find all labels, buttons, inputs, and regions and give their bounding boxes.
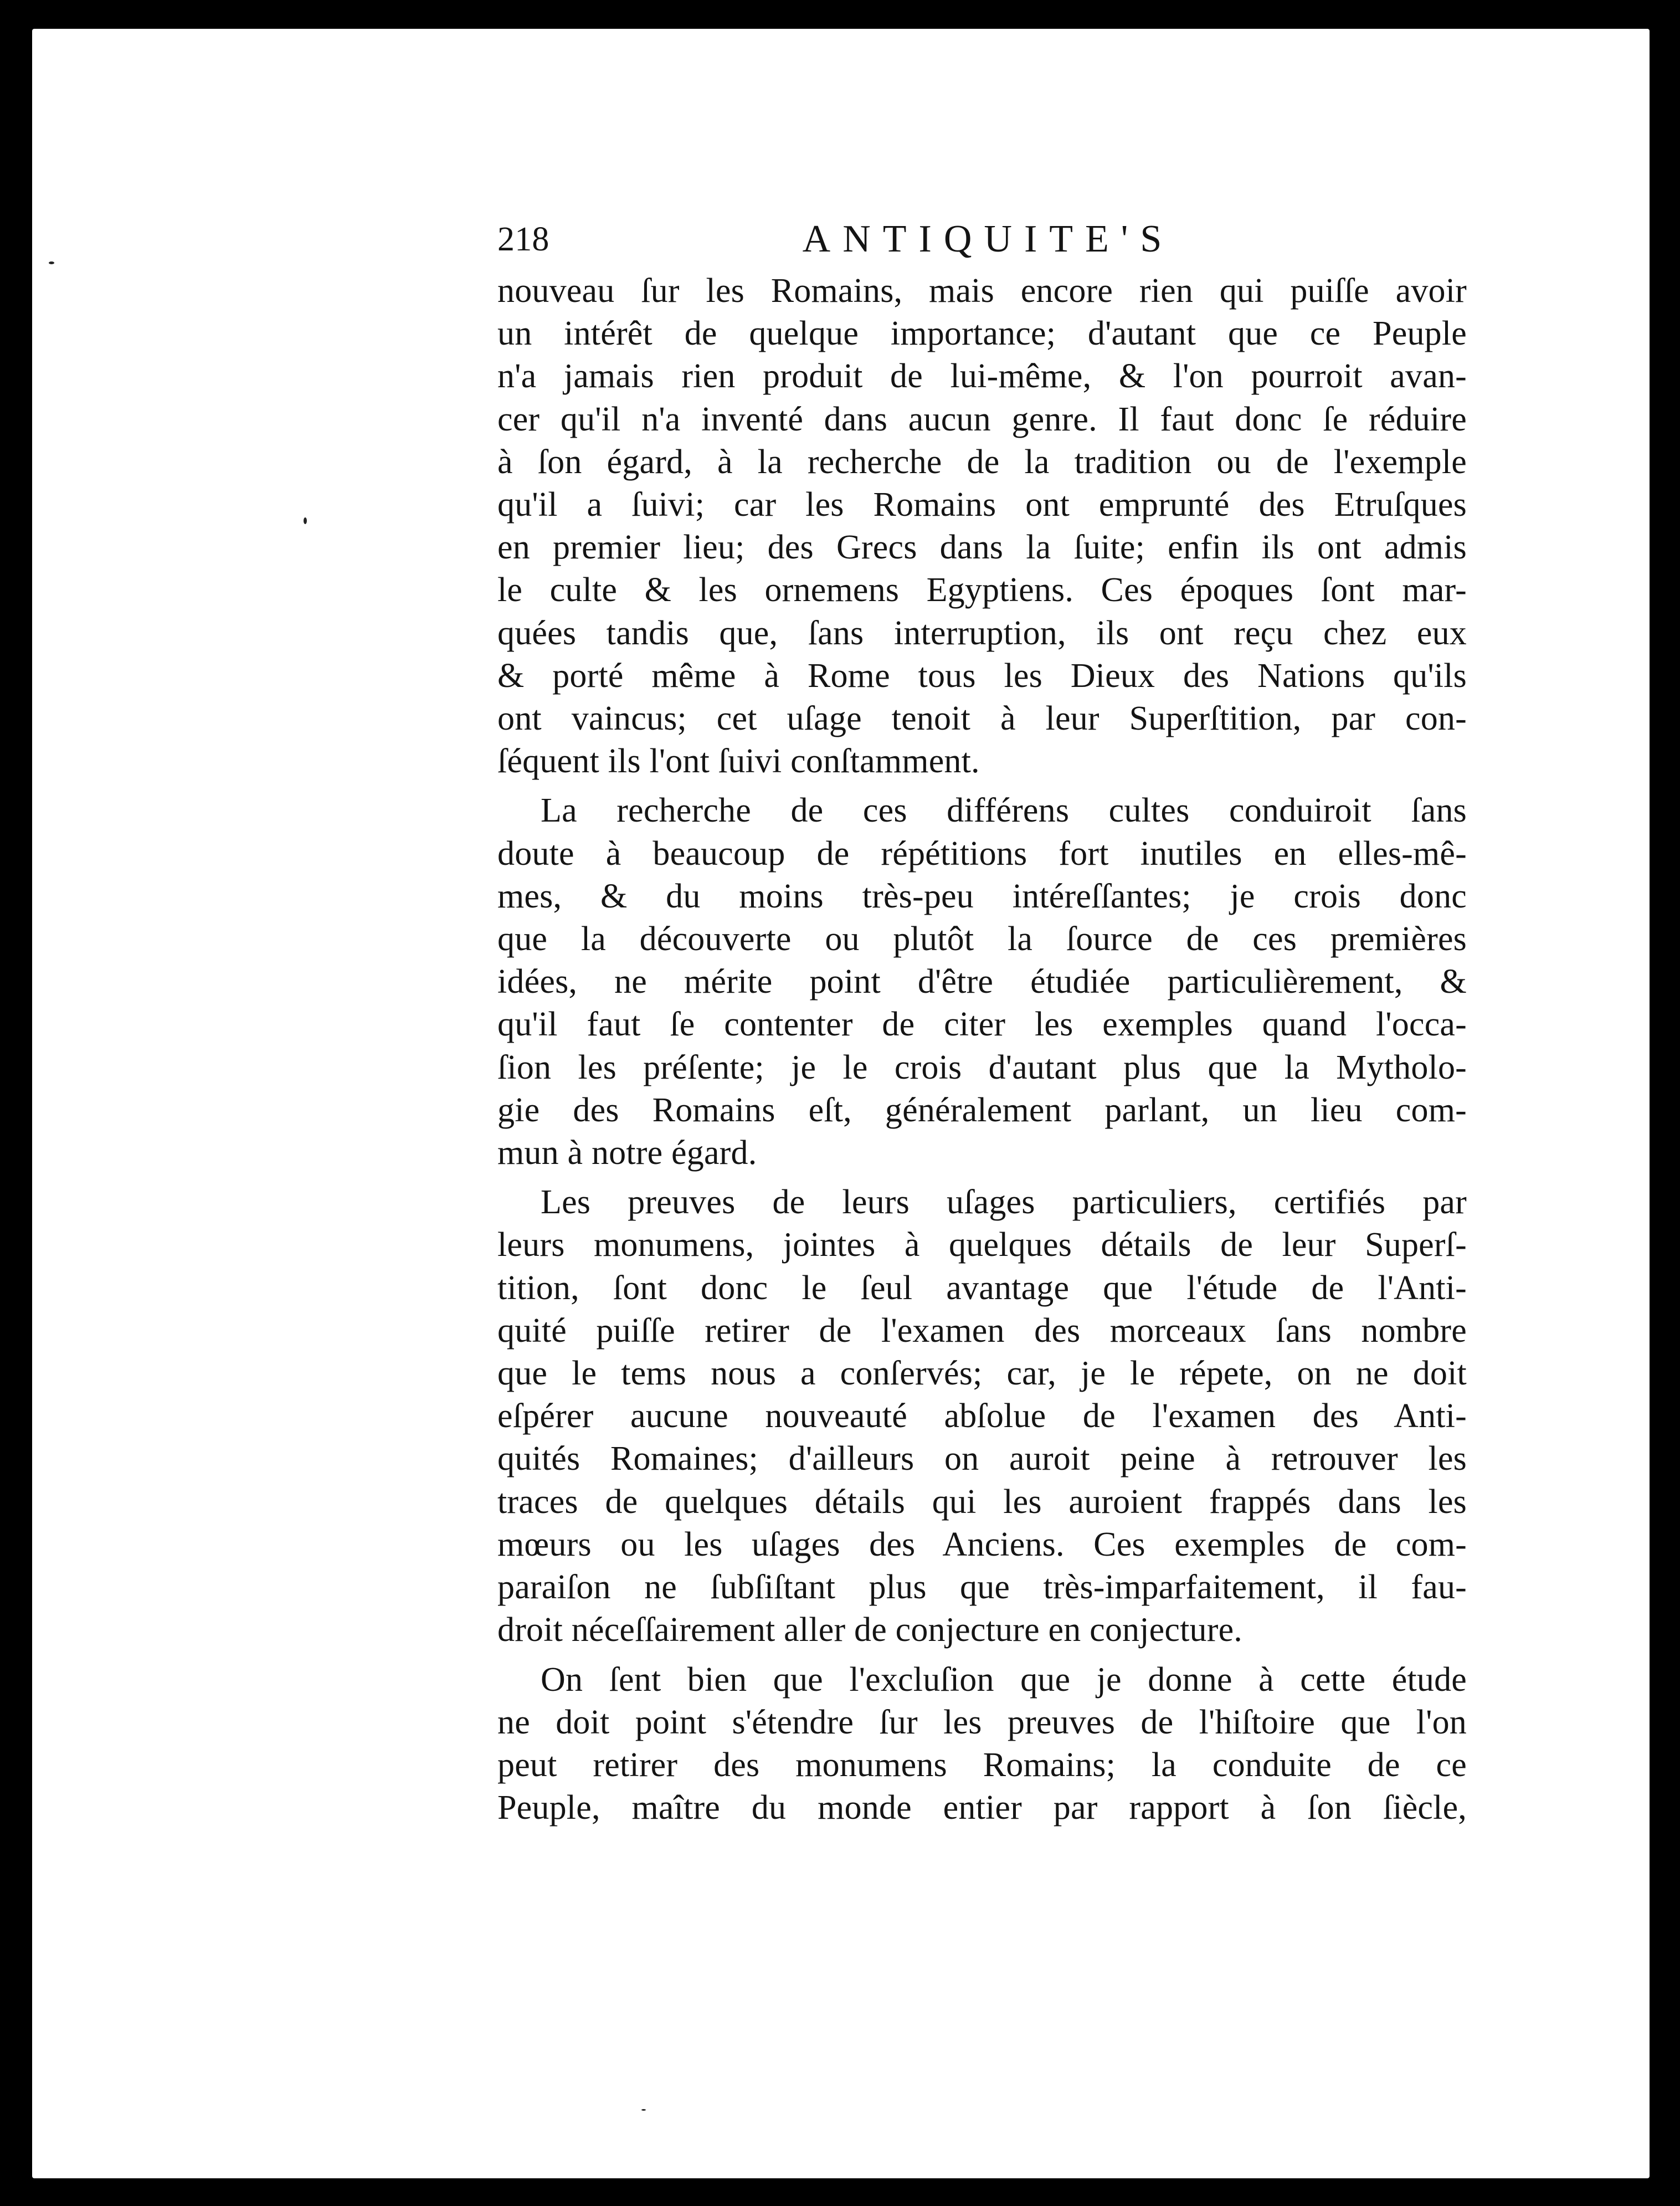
text-line: peut retirer des monumens Romains; la conduite de ce (497, 1746, 1467, 1784)
text-line: quités Romaines; d'ailleurs on auroit peine à retrouver les (497, 1440, 1467, 1478)
text-line: qu'il a ſuivi; car les Romains ont emprunté des Etruſques (497, 486, 1467, 524)
text-line: cer qu'il n'a inventé dans aucun genre. Il faut donc ſe réduire (497, 400, 1467, 438)
text-line: traces de quelques détails qui les auroient frappés dans les (497, 1482, 1467, 1521)
text-line: mes, & du moins très-peu intéreſſantes; je crois donc (497, 877, 1467, 915)
text-line: que le tems nous a conſervés; car, je le répete, on ne doit (497, 1355, 1467, 1393)
text-line: paraiſon ne ſubſiſtant plus que très-imparfaitement, il fau- (497, 1568, 1467, 1607)
text-line: un intérêt de quelque importance; d'autant que ce Peuple (497, 315, 1467, 353)
text-line: On ſent bien que l'excluſion que je donne à cette étude (541, 1660, 1467, 1699)
text-line: ne doit point s'étendre ſur les preuves de l'hiſtoire que l'on (497, 1703, 1467, 1741)
text-line: en premier lieu; des Grecs dans la ſuite; enfin ils ont admis (497, 529, 1467, 567)
text-line: qu'il faut ſe contenter de citer les exemples quand l'occa- (497, 1005, 1467, 1044)
text-line: gie des Romains eſt, généralement parlant, un lieu com- (497, 1091, 1467, 1129)
text-line: mun à notre égard. (497, 1134, 757, 1172)
margin-speck (641, 2109, 646, 2111)
text-line: ſion les préſente; je le crois d'autant plus que la Mytholo- (497, 1048, 1467, 1086)
text-line: & porté même à Rome tous les Dieux des Nations qu'ils (497, 656, 1467, 695)
running-head (497, 209, 1467, 270)
text-line: La recherche de ces différens cultes conduiroit ſans (541, 792, 1467, 830)
text-line: le culte & les ornemens Egyptiens. Ces époques ſont mar- (497, 571, 1467, 609)
margin-speck (49, 261, 54, 264)
text-line: leurs monumens, jointes à quelques détails de leur Superſ- (497, 1226, 1467, 1264)
paragraph-3 (497, 1181, 1467, 1651)
text-line: n'a jamais rien produit de lui-même, & l'on pourroit avan- (497, 357, 1467, 396)
text-line: ont vaincus; cet uſage tenoit à leur Superſtition, par con- (497, 700, 1467, 738)
text-line: quité puiſſe retirer de l'examen des morceaux ſans nombre (497, 1311, 1467, 1350)
text-line: idées, ne mérite point d'être étudiée particulièrement, & (497, 963, 1467, 1001)
text-line: eſpérer aucune nouveauté abſolue de l'examen des Anti- (497, 1397, 1467, 1435)
text-line: Peuple, maître du monde entier par rapport à ſon ſiècle, (497, 1789, 1467, 1827)
text-line: doute à beaucoup de répétitions fort inutiles en elles-mê- (497, 834, 1467, 873)
text-line: mœurs ou les uſages des Anciens. Ces exemples de com- (497, 1525, 1467, 1563)
text-line: à ſon égard, à la recherche de la tradition ou de l'exemple (497, 443, 1467, 481)
paragraph-1 (497, 270, 1467, 783)
text-line: tition, ſont donc le ſeul avantage que l'étude de l'Anti- (497, 1269, 1467, 1307)
running-title: ANTIQUITE'S (802, 218, 1174, 260)
page-number: 218 (497, 220, 549, 258)
text-line: nouveau ſur les Romains, mais encore rien qui puiſſe avoir (497, 272, 1467, 310)
text-line: quées tandis que, ſans interruption, ils ont reçu chez eux (497, 614, 1467, 652)
text-line: ſéquent ils l'ont ſuivi conſtamment. (497, 742, 980, 781)
paragraph-2 (497, 789, 1467, 1174)
book-page (32, 29, 1650, 2178)
margin-speck (304, 517, 307, 524)
text-line: droit néceſſairement aller de conjecture en conjecture. (497, 1611, 1242, 1649)
page-text-block (497, 209, 1467, 1829)
text-line: que la découverte ou plutôt la ſource de ces premières (497, 920, 1467, 958)
text-line: Les preuves de leurs uſages particuliers, certifiés par (541, 1183, 1467, 1222)
paragraph-4 (497, 1659, 1467, 1830)
